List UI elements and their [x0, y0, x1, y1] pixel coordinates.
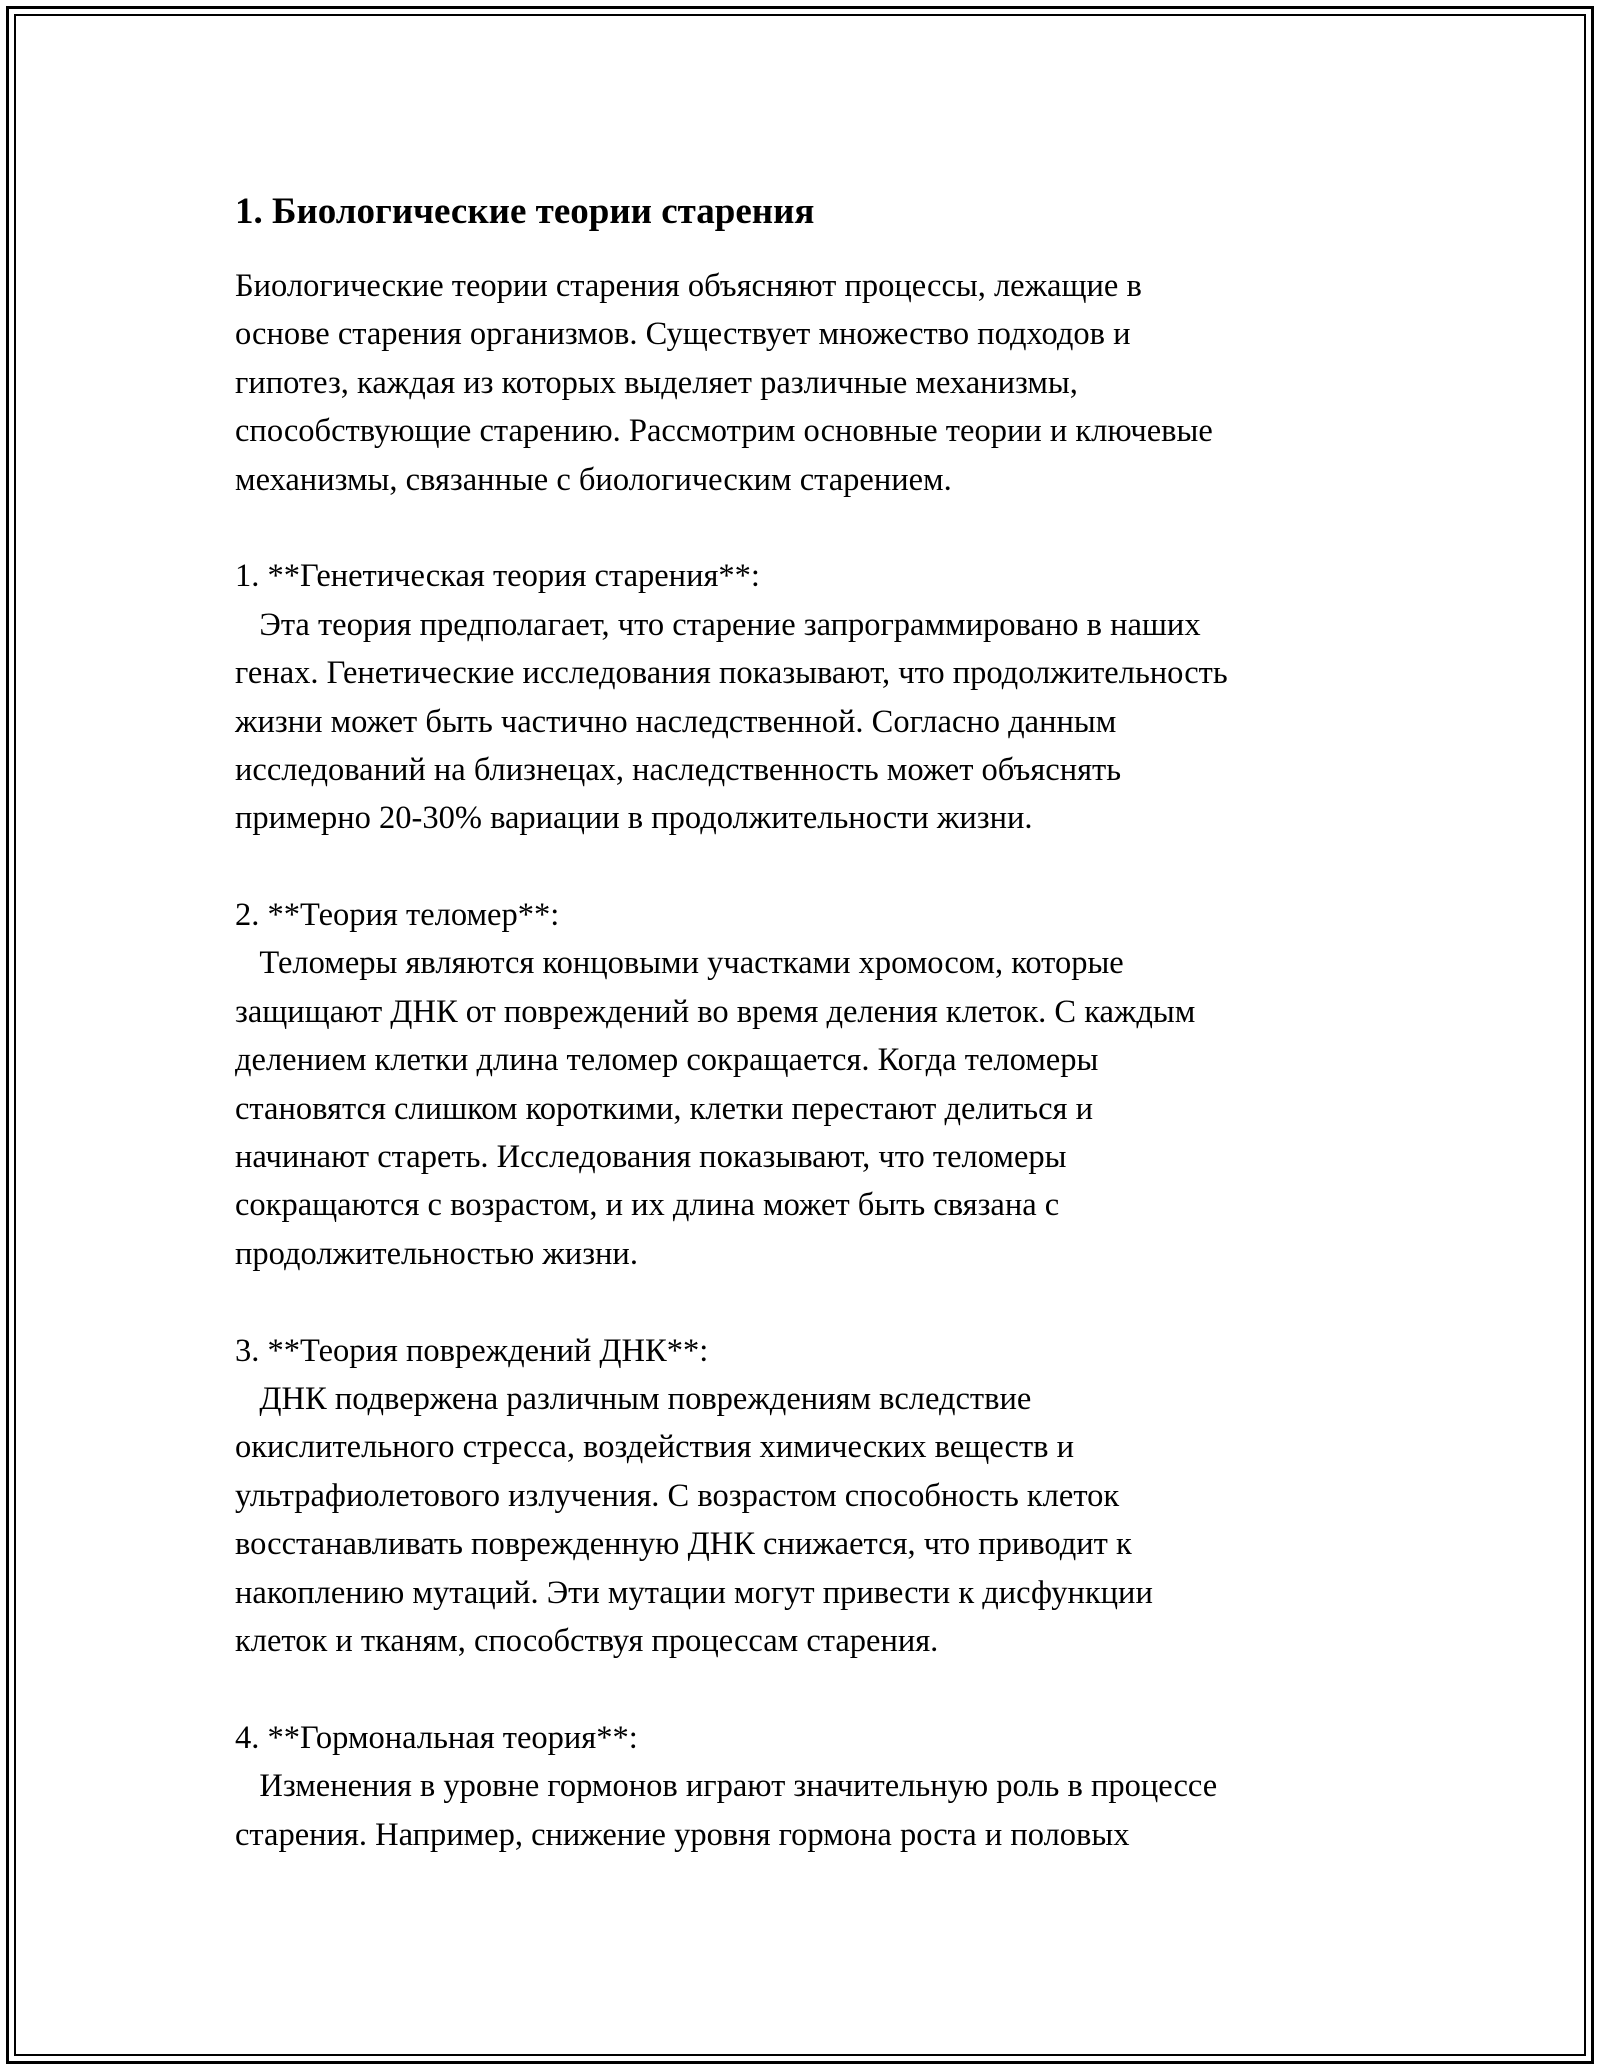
text-line: генах. Генетические исследования показывают, что продолжительность	[235, 655, 1228, 692]
text-line: восстанавливать поврежденную ДНК снижается, что приводит к	[235, 1526, 1132, 1563]
list-item-heading: 3. **Теория повреждений ДНК**:	[235, 1332, 709, 1369]
text-line: ультрафиолетового излучения. С возрастом способность клеток	[235, 1477, 1120, 1514]
text-line: жизни может быть частично наследственной. Согласно данным	[235, 703, 1117, 740]
text-line: клеток и тканям, способствуя процессам старения.	[235, 1622, 939, 1659]
text-line: делением клетки длина теломер сокращается. Когда теломеры	[235, 1042, 1099, 1079]
list-item-heading: 2. **Теория теломер**:	[235, 897, 560, 934]
text-line: сокращаются с возрастом, и их длина может быть связана с	[235, 1187, 1060, 1224]
text-line: гипотез, каждая из которых выделяет различные механизмы,	[235, 364, 1078, 401]
text-line: способствующие старению. Рассмотрим основные теории и ключевые	[235, 413, 1213, 450]
text-line: основе старения организмов. Существует множество подходов и	[235, 316, 1131, 353]
text-line: продолжительностью жизни.	[235, 1235, 638, 1272]
list-item-heading: 4. **Гормональная теория**:	[235, 1719, 638, 1756]
text-line: ДНК подвержена различным повреждениям вследствие	[235, 1380, 1032, 1417]
text-line: Изменения в уровне гормонов играют значительную роль в процессе	[235, 1768, 1218, 1805]
blank-line	[235, 1665, 1395, 1713]
text-line: старения. Например, снижение уровня гормона роста и половых	[235, 1816, 1130, 1853]
text-line: Биологические теории старения объясняют процессы, лежащие в	[235, 268, 1142, 304]
text-line: Теломеры являются концовыми участками хромосом, которые	[235, 945, 1124, 982]
blank-line	[235, 843, 1395, 891]
text-line: исследований на близнецах, наследственность может объяснять	[235, 751, 1122, 788]
text-line: начинают стареть. Исследования показывают, что теломеры	[235, 1139, 1067, 1176]
section-text	[235, 262, 1395, 1859]
text-line: механизмы, связанные с биологическим старением.	[235, 461, 952, 498]
document-body	[235, 186, 1395, 1859]
text-line: окислительного стресса, воздействия химических веществ и	[235, 1429, 1075, 1466]
list-item-heading: 1. **Генетическая теория старения**:	[235, 558, 760, 595]
text-line: Эта теория предполагает, что старение запрограммировано в наших	[235, 606, 1201, 643]
text-line: примерно 20-30% вариации в продолжительности жизни.	[235, 800, 1033, 837]
text-line: защищают ДНК от повреждений во время деления клеток. С каждым	[235, 993, 1196, 1030]
blank-line	[235, 504, 1395, 552]
section-title: 1. Биологические теории старения	[235, 191, 815, 232]
blank-line	[235, 1278, 1395, 1326]
text-line: становятся слишком короткими, клетки перестают делиться и	[235, 1090, 1093, 1127]
text-line: накоплению мутаций. Эти мутации могут привести к дисфункции	[235, 1574, 1153, 1611]
